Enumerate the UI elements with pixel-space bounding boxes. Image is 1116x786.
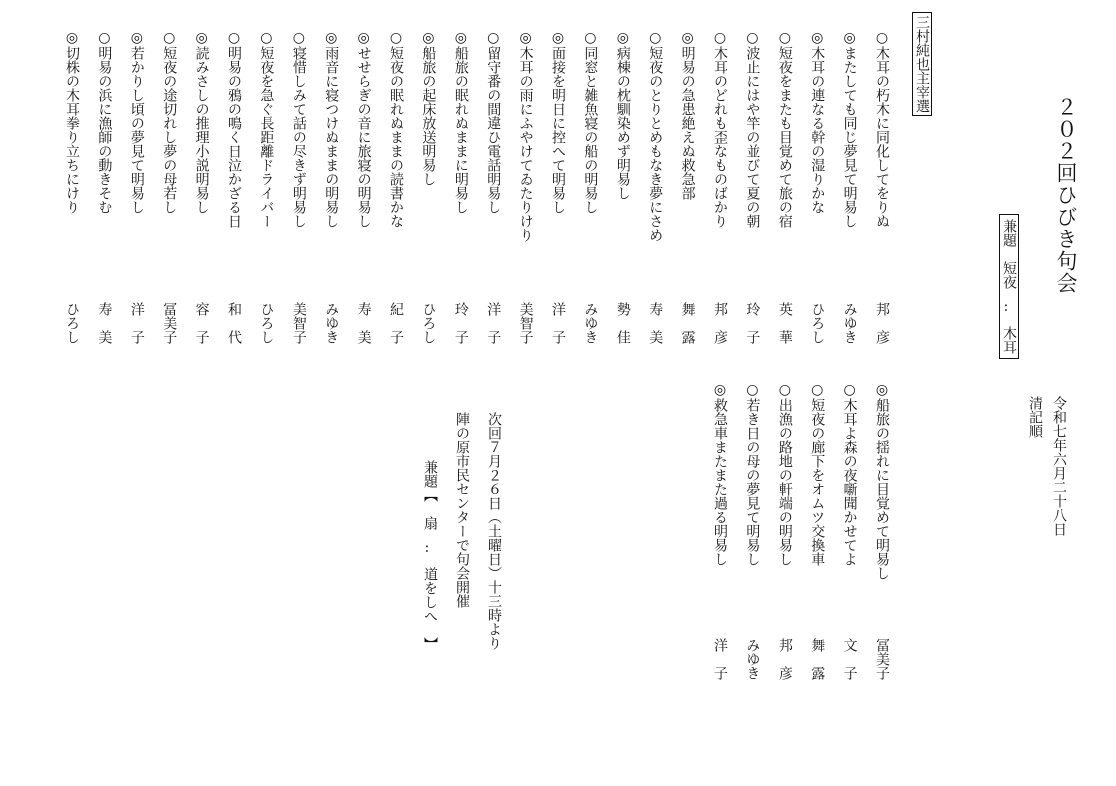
haiku-text: ○短夜のとりとめもなき夢にさめ: [647, 30, 664, 242]
haiku-author: ひろし: [809, 302, 826, 344]
haiku-author: 洋 子: [712, 638, 728, 680]
haiku-author: 寿 美: [355, 302, 372, 344]
venue: 陣の原市民センターで句会開催: [454, 412, 470, 608]
haiku-text: ◎雨音に寝つけぬままの明易し: [323, 30, 340, 228]
haiku-text: ◎切株の木耳拳り立ちにけり: [64, 30, 80, 214]
selector-label: 三村純也主宰選: [912, 12, 932, 116]
haiku-author: 冨美子: [874, 638, 890, 680]
haiku-author: 冨美子: [161, 302, 178, 344]
haiku-author: みゆき: [323, 302, 340, 344]
haiku-text: ◎せせらぎの音に旅寝の明易し: [355, 30, 372, 228]
haiku-text: ○波止にはや竿の並びて夏の朝: [744, 30, 761, 228]
haiku-text: ◎読みさしの推理小説明易し: [193, 30, 210, 214]
haiku-author: 舞 露: [679, 302, 696, 344]
haiku-text: ○出漁の路地の軒端の明易し: [776, 382, 793, 566]
next-meeting: 次回７月２６日（土曜日）十三時より: [486, 412, 502, 650]
next-kendai: 兼題【 扇 ‥ 道をしへ 】: [422, 460, 438, 652]
haiku-text: ○同窓と雑魚寝の船の明易し: [582, 30, 599, 214]
haiku-text: ○木耳のどれも歪なものばかり: [712, 30, 728, 228]
haiku-text: ◎船旅の起床放送明易し: [420, 30, 437, 186]
haiku-author: 文 子: [841, 638, 858, 680]
haiku-text: ○留守番の間違ひ電話明易し: [485, 30, 502, 214]
haiku-author: ひろし: [64, 302, 80, 344]
haiku-author: みゆき: [841, 302, 858, 344]
haiku-text: ◎船旅の揺れに目覚めて明易し: [874, 382, 890, 580]
haiku-text: ◎船旅の眠れぬままに明易し: [452, 30, 469, 214]
haiku-author: 勢 佳: [614, 302, 631, 344]
haiku-author: 洋 子: [550, 302, 566, 344]
haiku-text: ○短夜の途切れし夢の母若し: [161, 30, 178, 214]
haiku-author: 玲 子: [744, 302, 761, 344]
haiku-text: ◎木耳の雨にふやけてゐたりけり: [517, 30, 534, 242]
page-title: ２０２回ひびき句会: [1054, 96, 1078, 294]
haiku-author: 玲 子: [452, 302, 469, 344]
haiku-author: 紀 子: [388, 302, 404, 344]
haiku-author: 邦 彦: [712, 302, 728, 344]
haiku-text: ○若き日の母の夢見て明易し: [744, 382, 761, 566]
haiku-text: ◎明易の急患絶えぬ救急部: [679, 30, 696, 200]
haiku-text: ◎面接を明日に控へて明易し: [550, 30, 566, 214]
haiku-author: 容 子: [193, 302, 210, 344]
haiku-author: 英 華: [776, 302, 793, 344]
haiku-author: 洋 子: [485, 302, 502, 344]
haiku-text: ○短夜をまたも目覚めて旅の宿: [776, 30, 793, 228]
haiku-author: 洋 子: [128, 302, 145, 344]
haiku-author: 美智子: [517, 302, 534, 344]
haiku-author: ひろし: [258, 302, 275, 344]
haiku-text: ◎木耳の連なる幹の湿りかな: [809, 30, 826, 214]
haiku-text: ○明易の浜に漁師の動きそむ: [96, 30, 113, 214]
haiku-author: 美智子: [290, 302, 307, 344]
haiku-text: ○短夜の眠れぬままの読書かな: [388, 30, 404, 228]
cleaner-order-label: 清記順: [1027, 396, 1043, 438]
haiku-author: みゆき: [744, 638, 761, 680]
haiku-text: ◎またしても同じ夢見て明易し: [841, 30, 858, 228]
haiku-text: ○短夜を急ぐ長距離ドライバー: [258, 30, 275, 228]
meeting-date: 令和七年六月二十八日: [1051, 396, 1067, 536]
haiku-text: ○寝惜しみて話の尽きず明易し: [290, 30, 307, 228]
haiku-text: ○木耳よ森の夜噺聞かせてよ: [841, 382, 858, 566]
haiku-text: ◎救急車またまた過る明易し: [712, 382, 728, 566]
haiku-text: ○明易の鴉の鳴く日泣かざる日: [226, 30, 242, 228]
haiku-text: ◎若かりし頃の夢見て明易し: [128, 30, 145, 214]
haiku-author: ひろし: [420, 302, 437, 344]
haiku-author: 邦 彦: [874, 302, 890, 344]
kendai-box: 兼題 短夜 ‥ 木耳: [999, 214, 1019, 359]
haiku-author: 寿 美: [647, 302, 664, 344]
haiku-text: ◎病棟の枕馴染めず明易し: [614, 30, 631, 200]
haiku-author: 邦 彦: [776, 638, 793, 680]
haiku-text: ○木耳の朽木に同化してをりぬ: [874, 30, 890, 228]
haiku-author: みゆき: [582, 302, 599, 344]
haiku-author: 寿 美: [96, 302, 113, 344]
haiku-author: 和 代: [226, 302, 242, 344]
haiku-author: 舞 露: [809, 638, 826, 680]
haiku-text: ○短夜の廊下をオムツ交換車: [809, 382, 826, 566]
